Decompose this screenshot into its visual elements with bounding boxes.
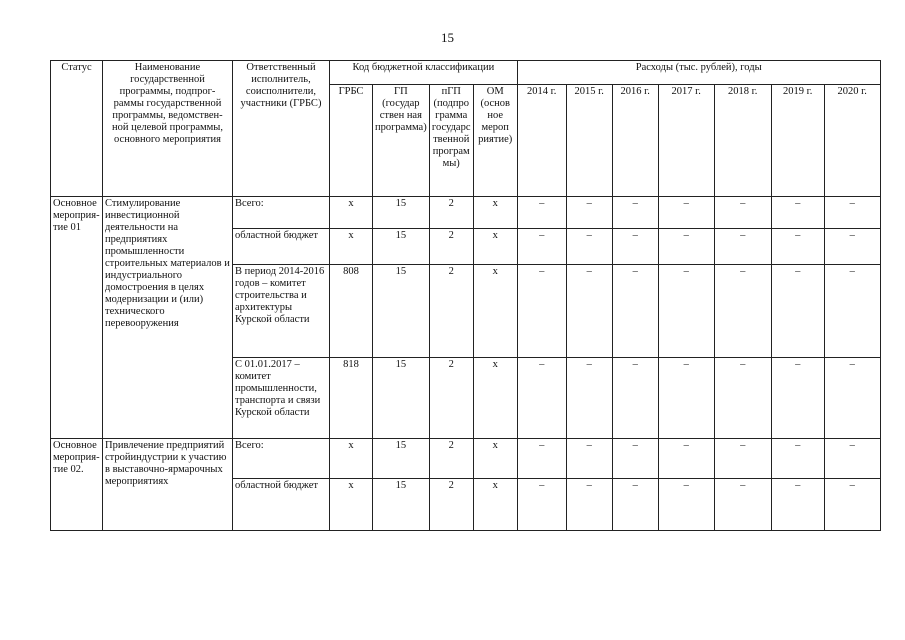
value-cell: – [566,229,612,265]
header-budget-code: Код бюджетной классификации [330,61,518,85]
table-row [51,439,881,479]
value-cell: – [566,439,612,479]
value-cell: – [824,265,880,358]
value-cell: – [714,229,771,265]
value-cell: – [824,197,880,229]
grbs-cell: 808 [330,265,373,358]
header-year: 2020 г. [824,85,880,197]
value-cell: – [658,358,714,439]
value-cell: – [612,229,658,265]
value-cell: – [658,439,714,479]
grbs-cell: х [330,197,373,229]
header-status: Статус [51,61,103,197]
om-cell: х [473,358,517,439]
value-cell: – [566,479,612,531]
responsible-cell: С 01.01.2017 – комитет промышленности, транспорта и связи Курской области [233,358,330,439]
header-grbs: ГРБС [330,85,373,197]
value-cell: – [771,439,824,479]
grbs-cell: х [330,229,373,265]
value-cell: – [612,265,658,358]
event-status: Основное мероприя-тие 02. [51,439,103,531]
grbs-cell: 818 [330,358,373,439]
om-cell: х [473,479,517,531]
value-cell: – [658,229,714,265]
page-number: 15 [441,30,454,45]
value-cell: – [517,197,566,229]
header-year: 2018 г. [714,85,771,197]
value-cell: – [771,197,824,229]
gp-cell: 15 [373,479,430,531]
value-cell: – [517,479,566,531]
om-cell: х [473,229,517,265]
responsible-cell: Всего: [233,197,330,229]
value-cell: – [612,479,658,531]
header-responsible: Ответственный исполнитель, соисполнители, участники (ГРБС) [233,61,330,197]
header-year: 2015 г. [566,85,612,197]
value-cell: – [771,265,824,358]
header-om: ОМ (основ ное мероп риятие) [473,85,517,197]
responsible-cell: областной бюджет [233,479,330,531]
value-cell: – [714,439,771,479]
gp-cell: 15 [373,265,430,358]
pgp-cell: 2 [429,479,473,531]
value-cell: – [612,358,658,439]
value-cell: – [517,439,566,479]
value-cell: – [824,439,880,479]
value-cell: – [612,197,658,229]
om-cell: х [473,265,517,358]
value-cell: – [714,197,771,229]
header-gp: ГП (государ ствен ная программа) [373,85,430,197]
om-cell: х [473,439,517,479]
value-cell: – [771,229,824,265]
gp-cell: 15 [373,439,430,479]
budget-table [50,60,881,531]
header-name: Наименование государственной программы, подпрог-раммы государственной программы, ведомствен-ной целевой программы, основного мероприятия [103,61,233,197]
header-year: 2017 г. [658,85,714,197]
pgp-cell: 2 [429,439,473,479]
value-cell: – [566,197,612,229]
header-year: 2016 г. [612,85,658,197]
grbs-cell: х [330,479,373,531]
value-cell: – [771,358,824,439]
event-name: Привлечение предприятий стройиндустрии к участию в выставочно-ярмарочных мероприятиях [103,439,233,531]
value-cell: – [566,265,612,358]
value-cell: – [566,358,612,439]
responsible-cell: областной бюджет [233,229,330,265]
gp-cell: 15 [373,197,430,229]
value-cell: – [658,265,714,358]
header-expenses: Расходы (тыс. рублей), годы [517,61,880,85]
responsible-cell: В период 2014-2016 годов – комитет строительства и архитектуры Курской области [233,265,330,358]
grbs-cell: х [330,439,373,479]
event-status: Основное мероприя-тие 01 [51,197,103,439]
value-cell: – [517,358,566,439]
pgp-cell: 2 [429,197,473,229]
value-cell: – [771,479,824,531]
value-cell: – [824,479,880,531]
value-cell: – [517,229,566,265]
value-cell: – [714,265,771,358]
value-cell: – [824,358,880,439]
event-name: Стимулирование инвестиционной деятельности на предприятиях промышленности строительных материалов и индустриального домостроения в целях модернизации и (или) технического перевооружения [103,197,233,439]
gp-cell: 15 [373,358,430,439]
gp-cell: 15 [373,229,430,265]
value-cell: – [612,439,658,479]
pgp-cell: 2 [429,229,473,265]
value-cell: – [517,265,566,358]
header-year: 2014 г. [517,85,566,197]
pgp-cell: 2 [429,265,473,358]
responsible-cell: Всего: [233,439,330,479]
pgp-cell: 2 [429,358,473,439]
value-cell: – [658,197,714,229]
header-year: 2019 г. [771,85,824,197]
value-cell: – [714,479,771,531]
om-cell: х [473,197,517,229]
value-cell: – [824,229,880,265]
value-cell: – [714,358,771,439]
value-cell: – [658,479,714,531]
table-row [51,197,881,229]
header-pgp: пГП (подпро грамма государс твенной програм мы) [429,85,473,197]
